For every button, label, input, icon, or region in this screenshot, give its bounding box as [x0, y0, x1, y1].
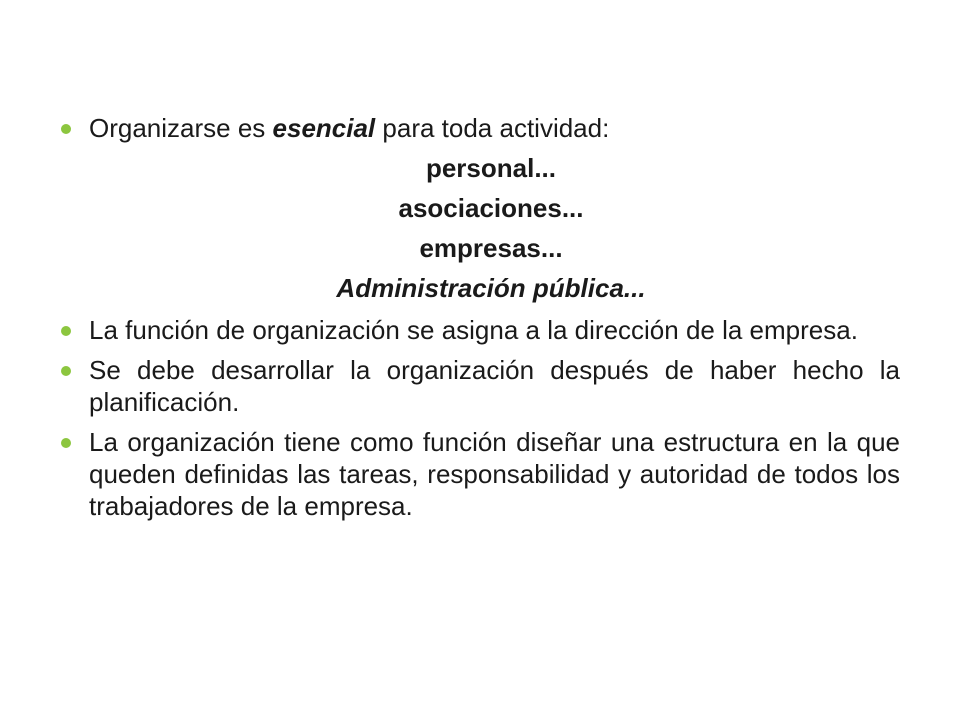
bullet-icon	[61, 438, 71, 448]
bullet-item-desarrollar	[60, 354, 900, 418]
bullet-text-prefix: Organizarse es	[89, 113, 273, 143]
bullet-item-estructura	[60, 426, 900, 522]
slide-content	[60, 112, 900, 522]
activity-administracion: Administración pública...	[336, 273, 646, 303]
bullet-icon	[61, 326, 71, 336]
activity-personal: personal...	[425, 153, 557, 183]
activity-empresas: empresas...	[419, 233, 563, 263]
activity-asociaciones: asociaciones...	[398, 193, 584, 223]
bullet-text: La organización tiene como función diseñar una estructura en la que queden definidas las tareas, responsabilidad y autoridad de todos los trabajadores de la empresa.	[89, 427, 900, 521]
bullet-item-funcion	[60, 314, 900, 346]
bullet-icon	[61, 124, 71, 134]
bullet-text-suffix: para toda actividad:	[375, 113, 610, 143]
bullet-item-organizarse	[60, 112, 900, 144]
bullet-icon	[61, 366, 71, 376]
bullet-text-emphasis: esencial	[272, 113, 376, 143]
bullet-text: La función de organización se asigna a la dirección de la empresa.	[89, 315, 858, 345]
bullet-text: Se debe desarrollar la organización después de haber hecho la planificación.	[89, 355, 900, 417]
